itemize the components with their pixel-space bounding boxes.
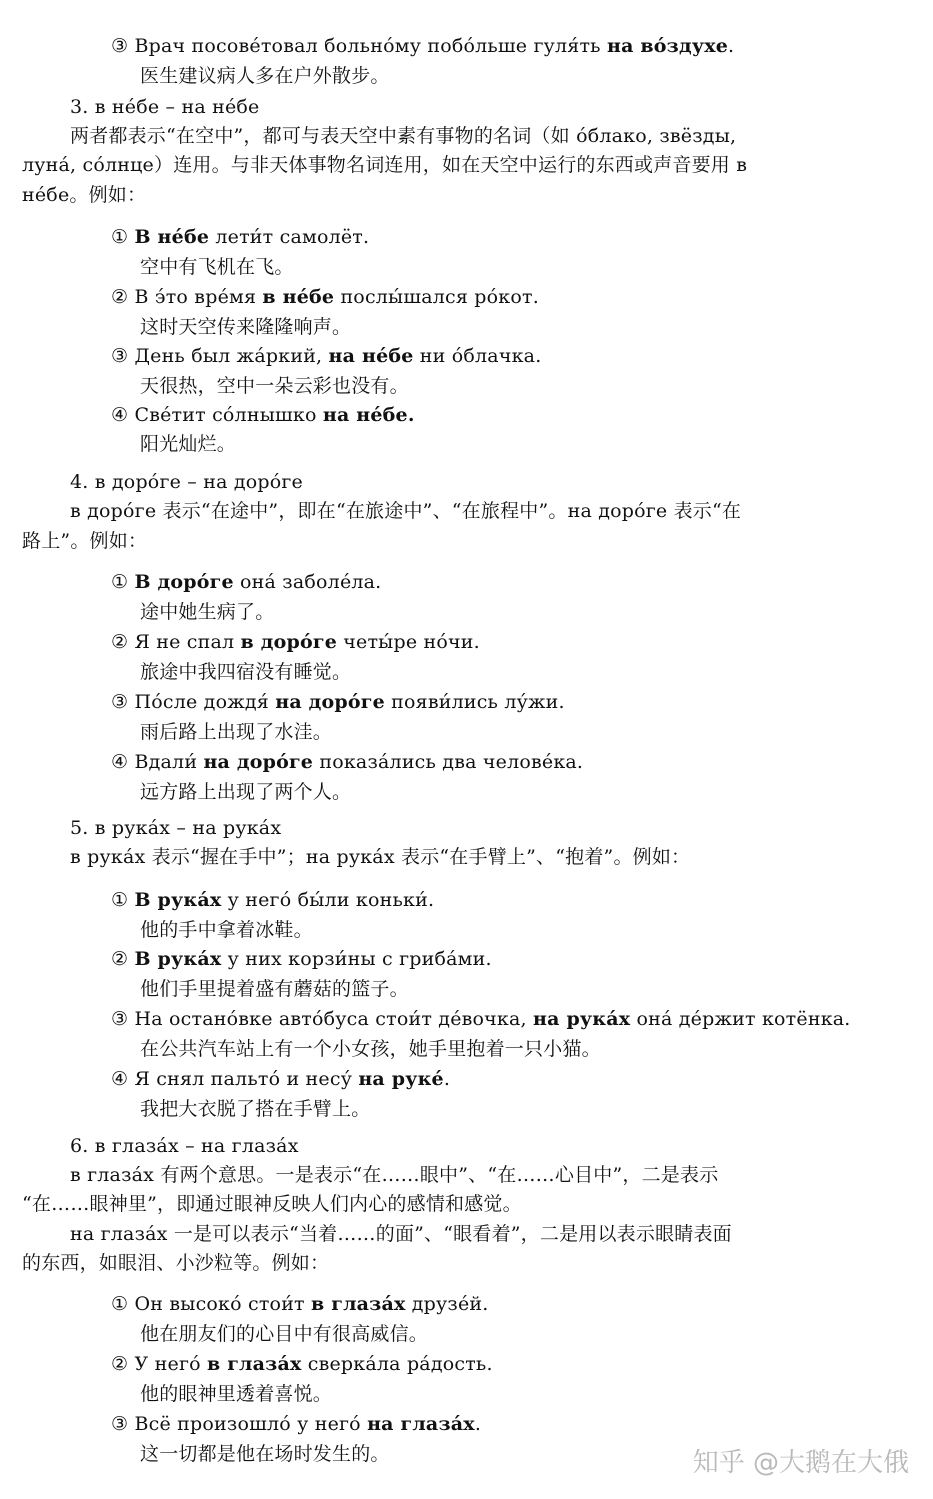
s3-paragraph-line-2: луна́, со́лнце）连用。与非天体事物名词连用，如在天空中运行的东西或声音要用 в: [22, 154, 748, 176]
s6-example-1-ru: ① Он высоко́ стои́т в глаза́х друзе́й.: [111, 1293, 489, 1315]
s6-example-3-ru: ③ Всё произошло́ у него́ на глаза́х.: [111, 1413, 482, 1435]
s5-example-1-zh: 他的手中拿着冰鞋。: [140, 919, 313, 941]
s4-example-2-ru: ② Я не спал в доро́ге четы́ре но́чи.: [111, 631, 480, 653]
s6-example-1-zh: 他在朋友们的心目中有很高威信。: [140, 1323, 429, 1345]
section-4-title: 4. в доро́ге – на доро́ге: [70, 471, 303, 493]
s6-example-2-ru: ② У него́ в глаза́х сверка́ла ра́дость.: [111, 1353, 493, 1375]
s5-paragraph-line-1: в рука́х 表示“握在手中”；на рука́х 表示“在手臂上”、“抱着”。例如：: [70, 846, 691, 868]
s6-paragraph-line-2: “在……眼神里”，即通过眼神反映人们内心的感情和感觉。: [22, 1193, 522, 1215]
s5-example-1-ru: ① В рука́х у него́ бы́ли коньки́.: [111, 889, 435, 911]
s5-example-2-zh: 他们手里提着盛有蘑菇的篮子。: [140, 978, 409, 1000]
s4-example-4-ru: ④ Вдали́ на доро́ге показа́лись два челове́ка.: [111, 751, 584, 773]
s3-example-1-zh: 空中有飞机在飞。: [140, 256, 294, 278]
s5-example-2-ru: ② В рука́х у них корзи́ны с гриба́ми.: [111, 948, 492, 970]
s3-paragraph-line-3: не́бе。例如：: [22, 184, 147, 206]
s2-example-3-ru: ③ Врач посове́товал больно́му побо́льше гуля́ть на во́здухе.: [111, 35, 735, 57]
s3-example-4-ru: ④ Све́тит со́лнышко на не́бе.: [111, 404, 415, 426]
s4-example-3-zh: 雨后路上出现了水洼。: [140, 721, 333, 743]
s4-example-1-ru: ① В доро́ге она́ заболе́ла.: [111, 571, 382, 593]
s6-paragraph-line-1: в глаза́х 有两个意思。一是表示“在……眼中”、“在……心目中”，二是表示: [70, 1164, 719, 1186]
s6-paragraph-line-4: 的东西，如眼泪、小沙粒等。例如：: [22, 1252, 330, 1274]
s6-example-2-zh: 他的眼神里透着喜悦。: [140, 1383, 333, 1405]
s4-paragraph-line-1: в доро́ге 表示“在途中”，即在“在旅途中”、“在旅程中”。на доро́ге 表示“在: [70, 500, 742, 522]
s3-example-4-zh: 阳光灿烂。: [140, 433, 237, 455]
s4-example-2-zh: 旅途中我四宿没有睡觉。: [140, 661, 352, 683]
s4-example-3-ru: ③ По́сле дождя́ на доро́ге появи́лись лу́жи.: [111, 691, 565, 713]
zhihu-watermark: 知乎 @大鹅在大俄: [692, 1448, 909, 1478]
s4-example-1-zh: 途中她生病了。: [140, 601, 275, 623]
s3-example-3-ru: ③ День был жа́ркий, на не́бе ни о́блачка.: [111, 345, 542, 367]
s4-paragraph-line-2: 路上”。例如：: [22, 530, 148, 552]
section-6-title: 6. в глаза́х – на глаза́х: [70, 1135, 299, 1157]
s5-example-4-zh: 我把大衣脱了搭在手臂上。: [140, 1098, 371, 1120]
s3-example-1-ru: ① В не́бе лети́т самолёт.: [111, 226, 370, 248]
s2-example-3-zh: 医生建议病人多在户外散步。: [140, 65, 390, 87]
s3-example-2-ru: ② В э́то вре́мя в не́бе послы́шался ро́кот.: [111, 286, 539, 308]
s3-example-3-zh: 天很热，空中一朵云彩也没有。: [140, 375, 409, 397]
section-3-title: 3. в не́бе – на не́бе: [70, 96, 260, 118]
s3-example-2-zh: 这时天空传来隆隆响声。: [140, 316, 352, 338]
s5-example-4-ru: ④ Я снял пальто́ и несу́ на руке́.: [111, 1068, 451, 1090]
section-5-title: 5. в рука́х – на рука́х: [70, 817, 282, 839]
s6-paragraph-line-3: на глаза́х 一是可以表示“当着……的面”、“眼看着”，二是用以表示眼睛表面: [70, 1223, 732, 1245]
s5-example-3-zh: 在公共汽车站上有一个小女孩，她手里抱着一只小猫。: [140, 1038, 601, 1060]
s6-example-3-zh: 这一切都是他在场时发生的。: [140, 1443, 390, 1465]
s4-example-4-zh: 远方路上出现了两个人。: [140, 781, 352, 803]
s3-paragraph-line-1: 两者都表示“在空中”，都可与表天空中素有事物的名词（如 о́блако, звёзды,: [70, 125, 737, 147]
s5-example-3-ru: ③ На остано́вке авто́буса стои́т де́вочка, на рука́х она́ де́ржит котёнка.: [111, 1008, 851, 1030]
